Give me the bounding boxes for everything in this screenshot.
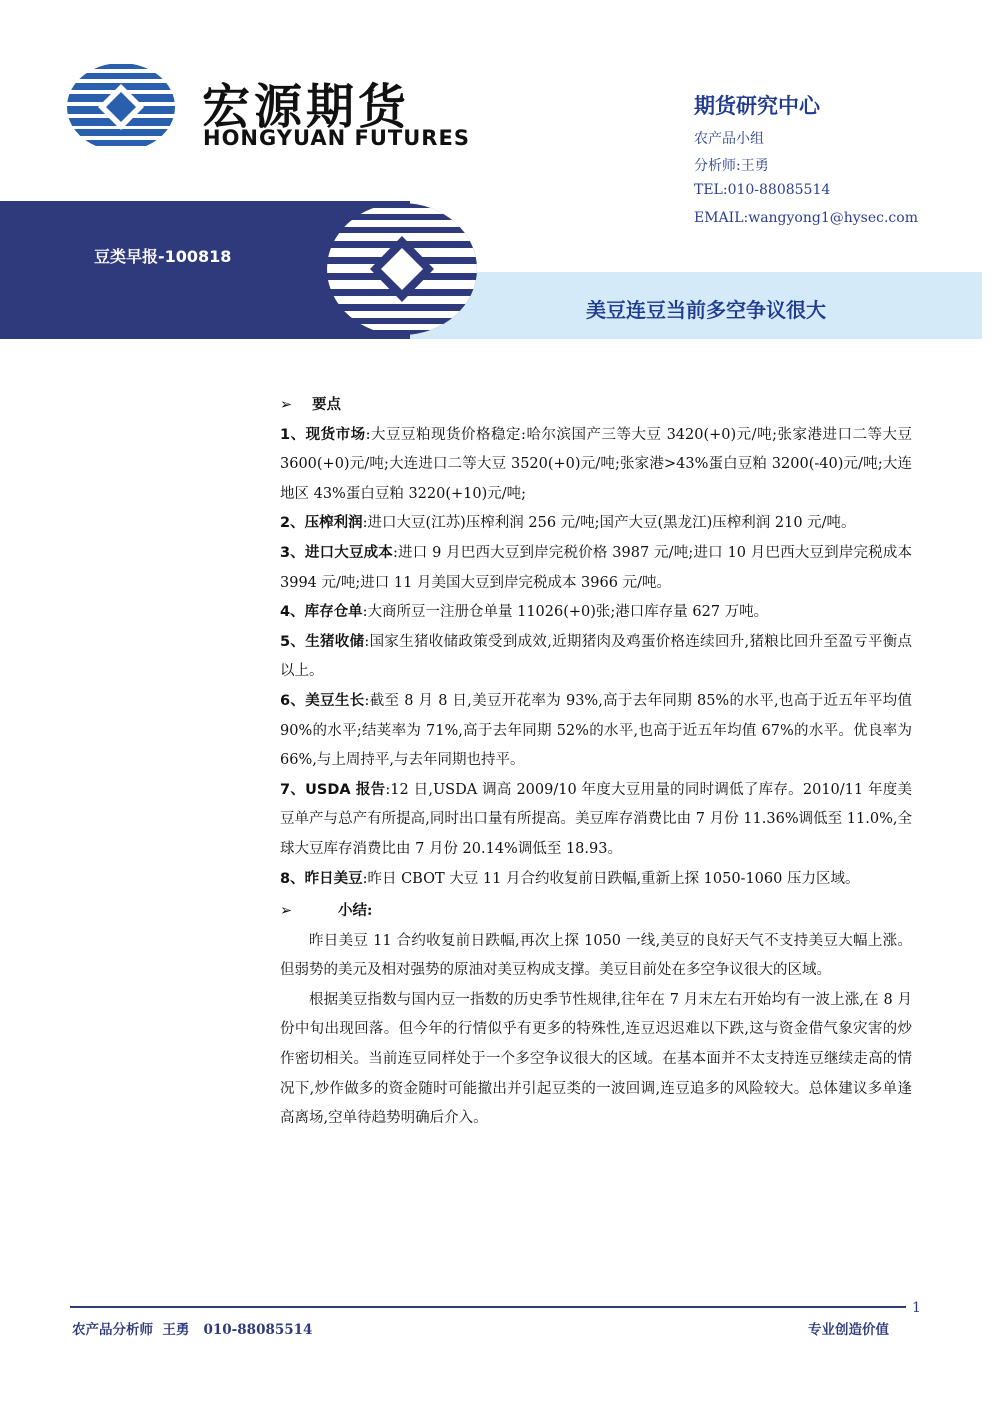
company-logo <box>66 62 470 152</box>
page-number: 1 <box>912 1300 921 1316</box>
list-item: 8、昨日美豆:昨日 CBOT 大豆 11 月合约收复前日跌幅,重新上探 1050-1060 压力区域。 <box>280 870 860 887</box>
list-item: 7、USDA 报告:12 日,USDA 调高 2009/10 年度大豆用量的同时调低了库存。2010/11 年度美豆单产与总产有所提高,同时出口量有所提高。美豆库存消费比由 7 月份 11.36%调低至 11.0%,全球大豆库存消费比由 7 月份 20.14%调低至 18.93。 <box>280 781 912 857</box>
telephone: TEL:010-88085514 <box>694 182 831 198</box>
footer-slogan: 专业创造价值 <box>808 1322 889 1338</box>
list-item: 4、库存仓单:大商所豆一注册仓单量 11026(+0)张;港口库存量 627 万吨。 <box>280 604 769 621</box>
arrow-bullet-icon: ➢ <box>280 397 293 413</box>
summary-paragraph: 昨日美豆 11 合约收复前日跌幅,再次上探 1050 一线,美豆的良好天气不支持美豆大幅上涨。但弱势的美元及相对强势的原油对美豆构成支撑。美豆目前处在多空争议很大的区域。 <box>280 932 912 979</box>
report-headline: 美豆连豆当前多空争议很大 <box>586 298 826 322</box>
list-item: 2、压榨利润:进口大豆(江苏)压榨利润 256 元/吨;国产大豆(黑龙江)压榨利润 210 元/吨。 <box>280 515 856 532</box>
footer-analyst-info: 农产品分析师 王勇 010-88085514 <box>72 1322 313 1338</box>
email-link[interactable]: EMAIL:wangyong1@hysec.com <box>694 210 918 226</box>
report-label: 豆类早报-100818 <box>94 247 232 266</box>
logo-english-text: HONGYUAN FUTURES <box>203 126 470 150</box>
key-points-heading: ➢ 要点 <box>280 390 912 421</box>
banner-logo-icon <box>326 202 478 336</box>
group-name: 农产品小组 <box>694 131 764 147</box>
list-item: 6、美豆生长:截至 8 月 8 日,美豆开花率为 93%,高于去年同期 85%的水平,也高于近五年平均值 90%的水平;结荚率为 71%,高于去年同期 52%的水平,也高于近五年均值 67%的水平。优良率为 66%,与上周持平,与去年同期也持平。 <box>280 692 912 769</box>
arrow-bullet-icon: ➢ <box>280 903 293 920</box>
report-content <box>280 390 912 1134</box>
summary-heading: ➢ 小结: <box>280 896 912 927</box>
research-center-title: 期货研究中心 <box>694 94 820 118</box>
summary-paragraph: 根据美豆指数与国内豆一指数的历史季节性规律,往年在 7 月末左右开始均有一波上涨,在 8 月份中旬出现回落。但今年的行情似乎有更多的特殊性,连豆迟迟难以下跌,这与资金借气象灾害的炒作密切相关。当前连豆同样处于一个多空争议很大的区域。在基本面并不太支持连豆继续走高的情况下,炒作做多的资金随时可能撤出并引起豆类的一波回调,连豆追多的风险较大。总体建议多单逢高离场,空单待趋势明确后介入。 <box>280 991 912 1127</box>
list-item: 1、现货市场:大豆豆粕现货价格稳定:哈尔滨国产三等大豆 3420(+0)元/吨;张家港进口二等大豆 3600(+0)元/吨;大连进口二等大豆 3520(+0)元/吨;张家港>43%蛋白豆粕 3200(-40)元/吨;大连地区 43%蛋白豆粕 3220(+10)元/吨; <box>280 426 912 502</box>
analyst-name: 分析师:王勇 <box>694 158 769 174</box>
footer-divider <box>70 1306 906 1308</box>
list-item: 5、生猪收储:国家生猪收储政策受到成效,近期猪肉及鸡蛋价格连续回升,猪粮比回升至盈亏平衡点以上。 <box>280 633 912 680</box>
logo-chinese-text: 宏源期货 <box>202 79 411 135</box>
list-item: 3、进口大豆成本:进口 9 月巴西大豆到岸完税价格 3987 元/吨;进口 10 月巴西大豆到岸完税成本 3994 元/吨;进口 11 月美国大豆到岸完税成本 3966 元/吨。 <box>280 544 913 591</box>
logo-mark-icon <box>66 62 176 152</box>
